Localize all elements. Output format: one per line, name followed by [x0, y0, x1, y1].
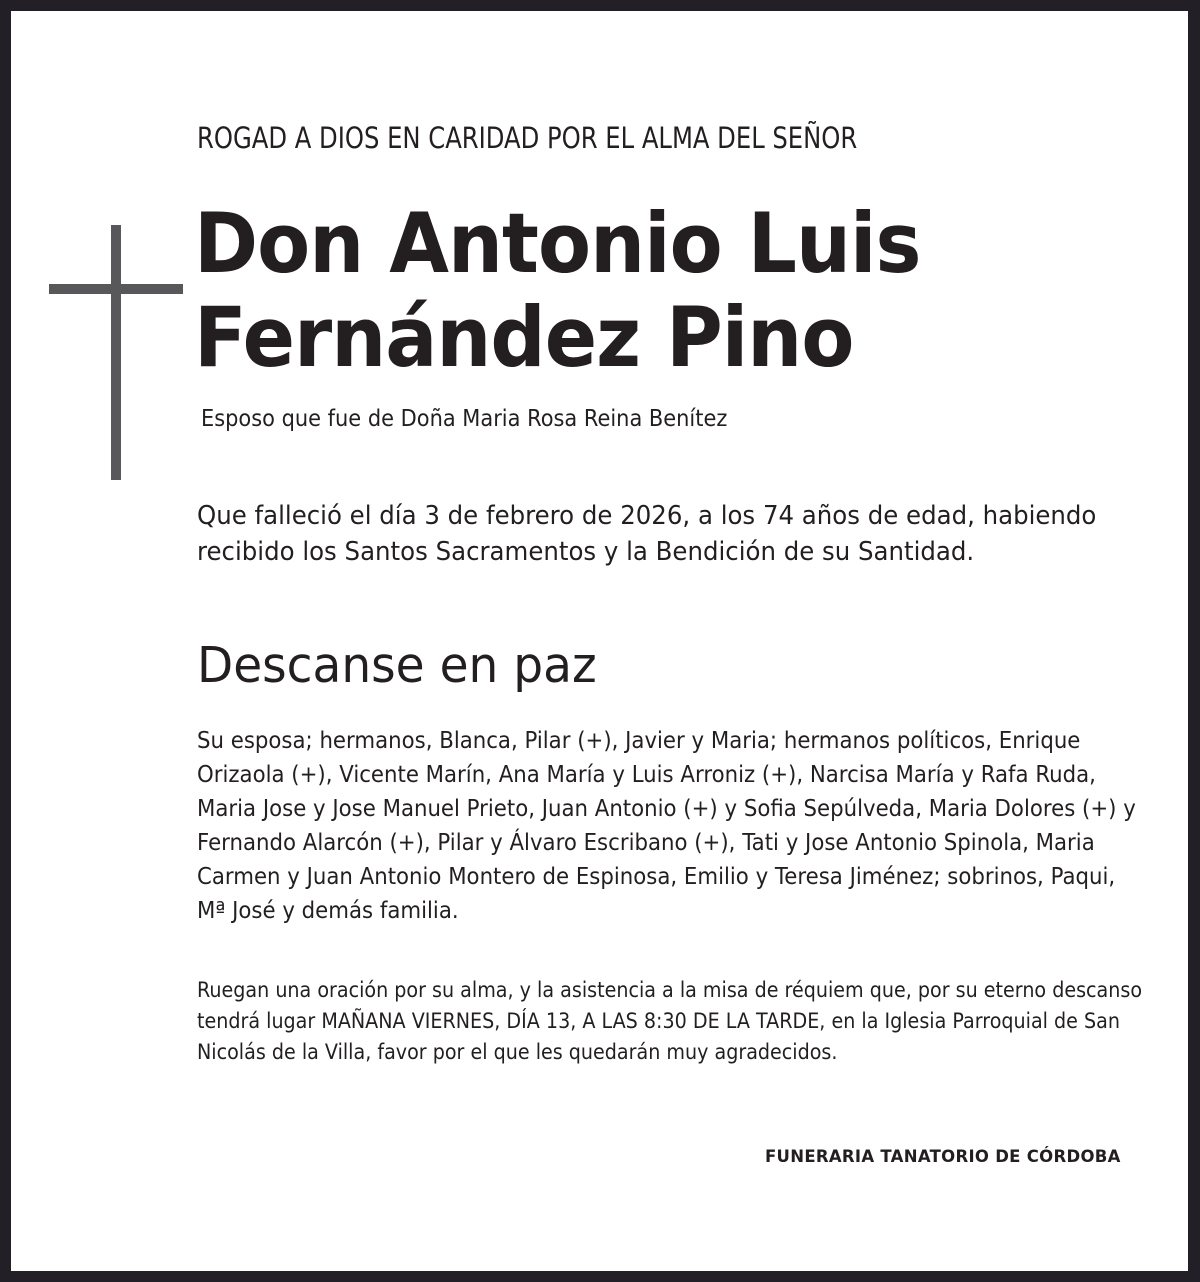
death-paragraph: Que falleció el día 3 de febrero de 2026, a los 74 años de edad, habiendo recibido los Santos Sacramentos y la Bendición de su Santidad.: [197, 501, 1097, 567]
mass-paragraph: Ruegan una oración por su alma, y la asistencia a la misa de réquiem que, por su eterno descanso tendrá lugar MAÑANA VIERNES, DÍA 13, A LAS 8:30 DE LA TARDE, en la Iglesia Parroquial de San Nicolás de la Villa, favor por el que les quedarán muy agradecidos.: [197, 978, 1143, 1064]
funeral-home-signature: FUNERARIA TANATORIO DE CÓRDOBA: [765, 1147, 1121, 1167]
deceased-name: [194, 197, 921, 385]
spouse-line: Esposo que fue de Doña Maria Rosa Reina Benítez: [201, 406, 728, 432]
prayer-heading: ROGAD A DIOS EN CARIDAD POR EL ALMA DEL SEÑOR: [197, 121, 858, 155]
rest-in-peace-title: Descanse en paz: [197, 637, 597, 694]
obituary-notice: [11, 11, 1188, 1271]
cross-horizontal-bar: [49, 284, 183, 294]
deceased-name-line-1: Don Antonio Luis: [194, 195, 921, 292]
family-paragraph: Su esposa; hermanos, Blanca, Pilar (+), Javier y Maria; hermanos políticos, Enrique Orizaola (+), Vicente Marín, Ana María y Luis Arroniz (+), Narcisa María y Rafa Ruda, Maria Jose y Jose Manuel Prieto, Juan Antonio (+) y Sofia Sepúlveda, Maria Dolores (+) y Fernando Alarcón (+), Pilar y Álvaro Escribano (+), Tati y Jose Antonio Spinola, Maria Carmen y Juan Antonio Montero de Espinosa, Emilio y Teresa Jiménez; sobrinos, Paqui, Mª José y demás familia.: [197, 726, 1136, 924]
cross-vertical-bar: [111, 225, 121, 480]
deceased-name-line-2: Fernández Pino: [194, 289, 854, 386]
